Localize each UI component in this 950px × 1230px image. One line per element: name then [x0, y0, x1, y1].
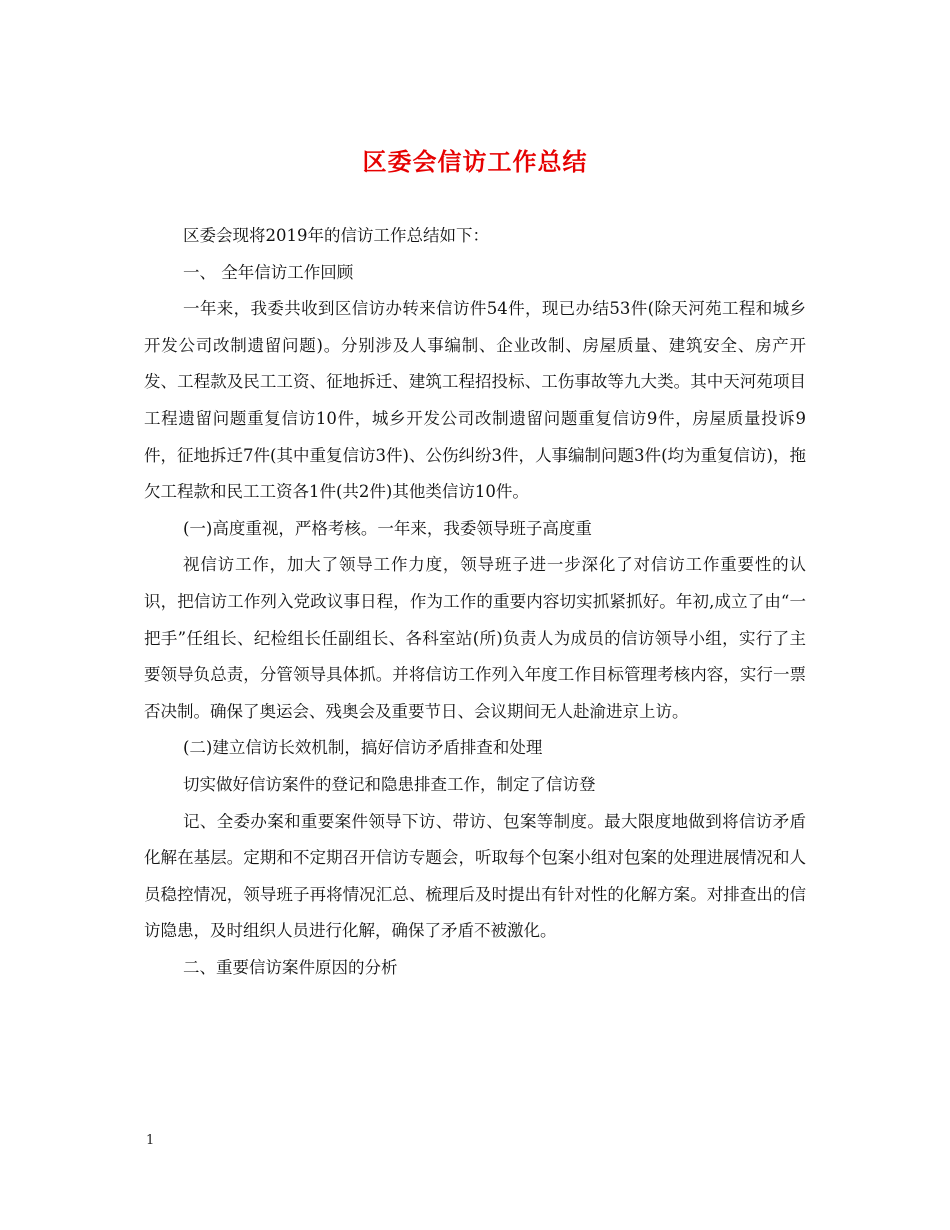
paragraph-leadership: 视信访工作，加大了领导工作力度，领导班子进一步深化了对信访工作重要性的认识，把信访工作列入党政议事日程，作为工作的重要内容切实抓紧抓好。年初,成立了由“一把手”任组长、纪检组长任副组长、各科室站(所)负责人为成员的信访领导小组，实行了主要领导负总责，分管领导具体抓。并将信访工作列入年度工作目标管理考核内容，实行一票否决制。确保了奥运会、残奥会及重要节日、会议期间无人赴渝进京上访。: [144, 555, 806, 721]
subsection-heading-2: (二)建立信访长效机制，搞好信访矛盾排查和处理: [183, 738, 543, 758]
section-heading-2: 二、重要信访案件原因的分析: [183, 957, 398, 977]
subsection-heading-1: (一)高度重视，严格考核。一年来，我委领导班子高度重: [183, 518, 592, 538]
paragraph-registration-start: 切实做好信访案件的登记和隐患排查工作，制定了信访登: [183, 774, 596, 794]
document-title: 区委会信访工作总结: [362, 147, 588, 176]
page-number: 1: [146, 1133, 155, 1148]
section-heading-1: 一、 全年信访工作回顾: [183, 262, 354, 282]
paragraph-registration: 记、全委办案和重要案件领导下访、带访、包案等制度。最大限度地做到将信访矛盾化解在基层。定期和不定期召开信访专题会，听取每个包案小组对包案的处理进展情况和人员稳控情况，领导班子再将情况汇总、梳理后及时提出有针对性的化解方案。对排查出的信访隐患，及时组织人员进行化解，确保了矛盾不被激化。: [144, 811, 806, 941]
paragraph-review: 一年来，我委共收到区信访办转来信访件54件，现已办结53件(除天河苑工程和城乡开发公司改制遗留问题)。分别涉及人事编制、企业改制、房屋质量、建筑安全、房产开发、工程款及民工工资、征地拆迁、建筑工程招投标、工伤事故等九大类。其中天河苑项目工程遗留问题重复信访10件，城乡开发公司改制遗留问题重复信访9件，房屋质量投诉9件，征地拆迁7件(其中重复信访3件)、公伤纠纷3件，人事编制问题3件(均为重复信访)，拖欠工程款和民工工资各1件(共2件)其他类信访10件。: [144, 299, 806, 502]
document-body: [144, 218, 806, 986]
paragraph-intro: 区委会现将2019年的信访工作总结如下：: [183, 226, 489, 245]
